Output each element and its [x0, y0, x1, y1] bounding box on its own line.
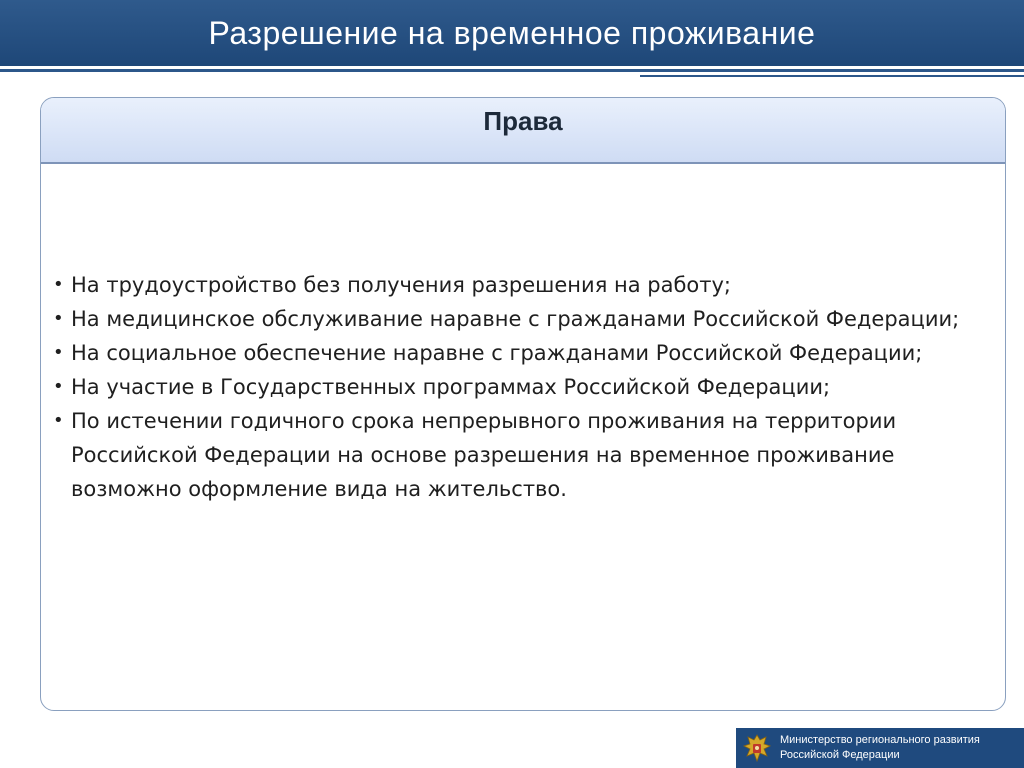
list-item-text: На социальное обеспечение наравне с гражданами Российской Федерации;: [71, 341, 923, 365]
page-title: Разрешение на временное проживание: [208, 14, 816, 51]
ministry-name-line1: Министерство регионального развития: [780, 734, 980, 746]
list-item: [53, 336, 993, 370]
bullet-icon: •: [53, 308, 64, 329]
russian-coat-of-arms-icon: [740, 731, 774, 765]
list-item-text: По истечении годичного срока непрерывного проживания на территории Российской Федерации на основе разрешения на временное проживание возможно оформление вида на жительство.: [71, 409, 897, 501]
rights-list: [53, 268, 993, 506]
list-item-text: На трудоустройство без получения разрешения на работу;: [71, 273, 732, 297]
bullet-icon: •: [53, 376, 64, 397]
bullet-icon: •: [53, 274, 64, 295]
panel-title: Права: [483, 106, 563, 136]
list-item: [53, 268, 993, 302]
list-item: [53, 302, 993, 336]
bullet-icon: •: [53, 342, 64, 363]
header-divider: [640, 75, 1024, 77]
ministry-name-line2: Российской Федерации: [780, 749, 900, 761]
bullet-icon: •: [53, 410, 64, 431]
list-item-text: На участие в Государственных программах Российской Федерации;: [71, 375, 831, 399]
header-bar: [0, 0, 1024, 66]
ministry-name: [780, 733, 980, 763]
ministry-footer: [736, 728, 1024, 768]
panel-header: [41, 98, 1005, 164]
list-item: [53, 404, 993, 506]
list-item-text: На медицинское обслуживание наравне с гражданами Российской Федерации;: [71, 307, 960, 331]
list-item: [53, 370, 993, 404]
rights-panel: [40, 97, 1006, 711]
